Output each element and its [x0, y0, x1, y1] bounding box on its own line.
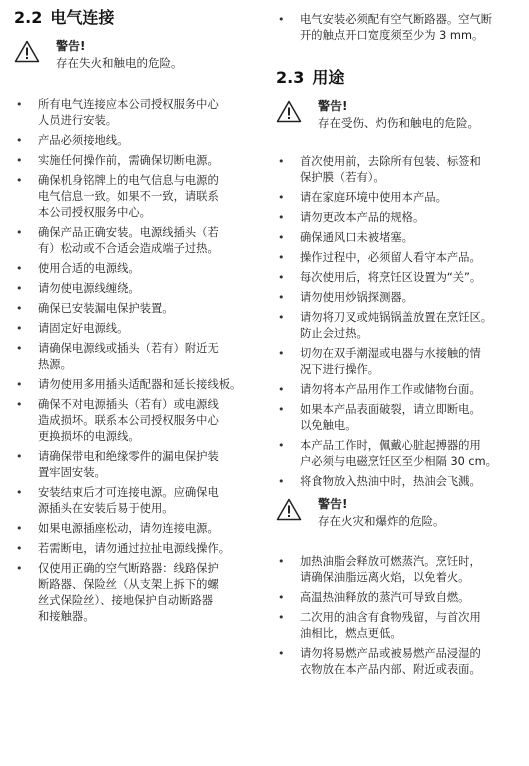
list-item-line: 有）松动或不合适会造成端子过热。 — [38, 242, 219, 255]
section-heading-2-2 — [14, 8, 264, 28]
list-item — [276, 310, 524, 342]
list-item — [276, 190, 524, 206]
list-item-line: • 请勿使用多用插头适配器和延长接线板。 — [38, 378, 242, 391]
list-item-line: • 每次使用后，将烹饪区设置为“关”。 — [300, 271, 482, 284]
warning-block-electric — [14, 38, 264, 76]
section-title: 电气连接 — [50, 8, 115, 27]
list-item-line: • 将食物放入热油中时，热油会飞溅。 — [300, 475, 481, 488]
list-item — [276, 290, 524, 306]
list-item-line: • 确保不对电源插头（若有）或电源线 — [38, 398, 219, 411]
list-item-line: 更换损坏的电源线。 — [38, 430, 140, 443]
list-item-line: 衣物放在本产品内部、附近或表面。 — [300, 663, 481, 676]
list-item-line: 保护膜（若有）。 — [300, 171, 385, 184]
list-item — [14, 173, 264, 221]
list-item — [276, 474, 524, 490]
list-item-line: • 实施任何操作前，需确保切断电源。 — [38, 154, 219, 167]
list-item-line: • 安装结束后才可连接电源。应确保电 — [38, 486, 219, 499]
list-item-line: 和接触器。 — [38, 610, 95, 623]
list-item — [14, 153, 264, 169]
list-item-line: 开的触点开口宽度须至少为 3 mm。 — [300, 29, 484, 42]
list-item-line: 人员进行安装。 — [38, 114, 118, 127]
warning-triangle-icon — [276, 498, 302, 521]
list-item — [14, 377, 264, 393]
intended-use-list — [276, 154, 524, 490]
list-item — [276, 610, 524, 642]
list-item — [14, 561, 264, 625]
list-item-line: • 所有电气连接应本公司授权服务中心 — [38, 98, 219, 111]
list-item — [276, 12, 524, 44]
list-item — [14, 541, 264, 557]
list-item — [14, 321, 264, 337]
list-item-line: 电气信息一致。如果不一致，请联系 — [38, 190, 219, 203]
list-item-line: • 本产品工作时，佩戴心脏起搏器的用 — [300, 439, 481, 452]
list-item-line: 请确保油脂远离火焰，以免着火。 — [300, 571, 470, 584]
list-item — [14, 133, 264, 149]
list-item — [276, 346, 524, 378]
warning-triangle-icon — [14, 40, 40, 63]
electric-connection-list — [14, 97, 264, 625]
list-item-line: • 加热油脂会释放可燃蒸汽。烹饪时， — [300, 555, 481, 568]
left-column — [14, 0, 264, 629]
list-item-line: • 确保机身铭牌上的电气信息与电源的 — [38, 174, 219, 187]
list-item — [276, 230, 524, 246]
continued-list — [276, 12, 524, 44]
warning-title: 警告! — [56, 39, 86, 53]
list-item-line: • 请勿使电源线缠绕。 — [38, 282, 140, 295]
list-item-line: 况下进行操作。 — [300, 363, 380, 376]
list-item — [276, 270, 524, 286]
list-item-line: 置牢固安装。 — [38, 466, 106, 479]
warning-title: 警告! — [318, 497, 348, 511]
list-item — [276, 554, 524, 586]
list-item — [276, 154, 524, 186]
warning-block-injury — [276, 98, 524, 136]
warning-text: 存在火灾和爆炸的危险。 — [318, 514, 445, 528]
list-item-line: • 请确保带电和绝缘零件的漏电保护装 — [38, 450, 219, 463]
list-item-line: • 如果电源插座松动，请勿连接电源。 — [38, 522, 219, 535]
list-item-line: 源插头在安装后易于使用。 — [38, 502, 174, 515]
list-item — [14, 281, 264, 297]
section-number: 2.2 — [14, 8, 43, 27]
list-item — [276, 402, 524, 434]
list-item-line: • 确保产品正确安装。电源线插头（若 — [38, 226, 219, 239]
list-item-line: 防止会过热。 — [300, 327, 368, 340]
list-item-line: 丝式保险丝）、接地保护自动断路器 — [38, 594, 214, 607]
list-item — [14, 97, 264, 129]
list-item-line: • 操作过程中，必须留人看守本产品。 — [300, 251, 481, 264]
list-item-line: • 确保已安装漏电保护装置。 — [38, 302, 174, 315]
list-item — [276, 210, 524, 226]
right-column — [276, 0, 524, 682]
list-item-line: • 确保通风口未被堵塞。 — [300, 231, 413, 244]
list-item-line: • 如果本产品表面破裂，请立即断电。 — [300, 403, 481, 416]
list-item-line: • 请固定好电源线。 — [38, 322, 129, 335]
list-item-line: • 使用合适的电源线。 — [38, 262, 140, 275]
warning-title: 警告! — [318, 99, 348, 113]
list-item — [276, 250, 524, 266]
list-item — [14, 225, 264, 257]
warning-triangle-icon — [276, 100, 302, 123]
list-item-line: • 二次用的油含有食物残留，与首次用 — [300, 611, 481, 624]
list-item-line: • 首次使用前，去除所有包装、标签和 — [300, 155, 481, 168]
section-number: 2.3 — [276, 68, 305, 87]
list-item-line: 本公司授权服务中心。 — [38, 206, 151, 219]
section-heading-2-3 — [276, 68, 524, 88]
list-item-line: • 请确保电源线或插头（若有）附近无 — [38, 342, 219, 355]
warning-text: 存在受伤、灼伤和触电的危险。 — [318, 116, 479, 130]
list-item-line: 以免触电。 — [300, 419, 357, 432]
list-item — [14, 485, 264, 517]
list-item-line: 断路器、保险丝（从支架上拆下的螺 — [38, 578, 219, 591]
list-item-line: 油相比，燃点更低。 — [300, 627, 402, 640]
section-title: 用途 — [312, 68, 345, 87]
list-item-line: 户必须与电磁烹饪区至少相隔 30 cm。 — [300, 455, 497, 468]
list-item-line: 造成损坏。联系本公司授权服务中心 — [38, 414, 219, 427]
list-item — [276, 438, 524, 470]
fire-hazard-list — [276, 554, 524, 678]
list-item — [14, 261, 264, 277]
list-item — [14, 341, 264, 373]
list-item-line: • 请勿将本产品用作工作或储物台面。 — [300, 383, 481, 396]
warning-text: 存在失火和触电的危险。 — [56, 56, 183, 70]
list-item-line: • 高温热油释放的蒸汽可导致自燃。 — [300, 591, 470, 604]
list-item — [14, 521, 264, 537]
list-item-line: • 请勿更改本产品的规格。 — [300, 211, 425, 224]
list-item-line: • 若需断电，请勿通过拉扯电源线操作。 — [38, 542, 231, 555]
list-item-line: • 电气安装必须配有空气断路器。空气断 — [300, 13, 493, 26]
warning-block-fire — [276, 496, 524, 534]
list-item-line: • 请勿将易燃产品或被易燃产品浸湿的 — [300, 647, 481, 660]
list-item-line: • 请勿将刀叉或炖锅锅盖放置在烹饪区。 — [300, 311, 493, 324]
list-item — [276, 382, 524, 398]
list-item — [14, 397, 264, 445]
list-item-line: • 请勿使用炒锅探测器。 — [300, 291, 413, 304]
list-item — [276, 590, 524, 606]
list-item — [14, 301, 264, 317]
list-item-line: • 切勿在双手潮湿或电器与水接触的情 — [300, 347, 481, 360]
list-item — [276, 646, 524, 678]
list-item-line: 热源。 — [38, 358, 72, 371]
list-item-line: • 请在家庭环境中使用本产品。 — [300, 191, 447, 204]
list-item — [14, 449, 264, 481]
list-item-line: • 仅使用正确的空气断路器：线路保护 — [38, 562, 219, 575]
list-item-line: • 产品必须接地线。 — [38, 134, 129, 147]
